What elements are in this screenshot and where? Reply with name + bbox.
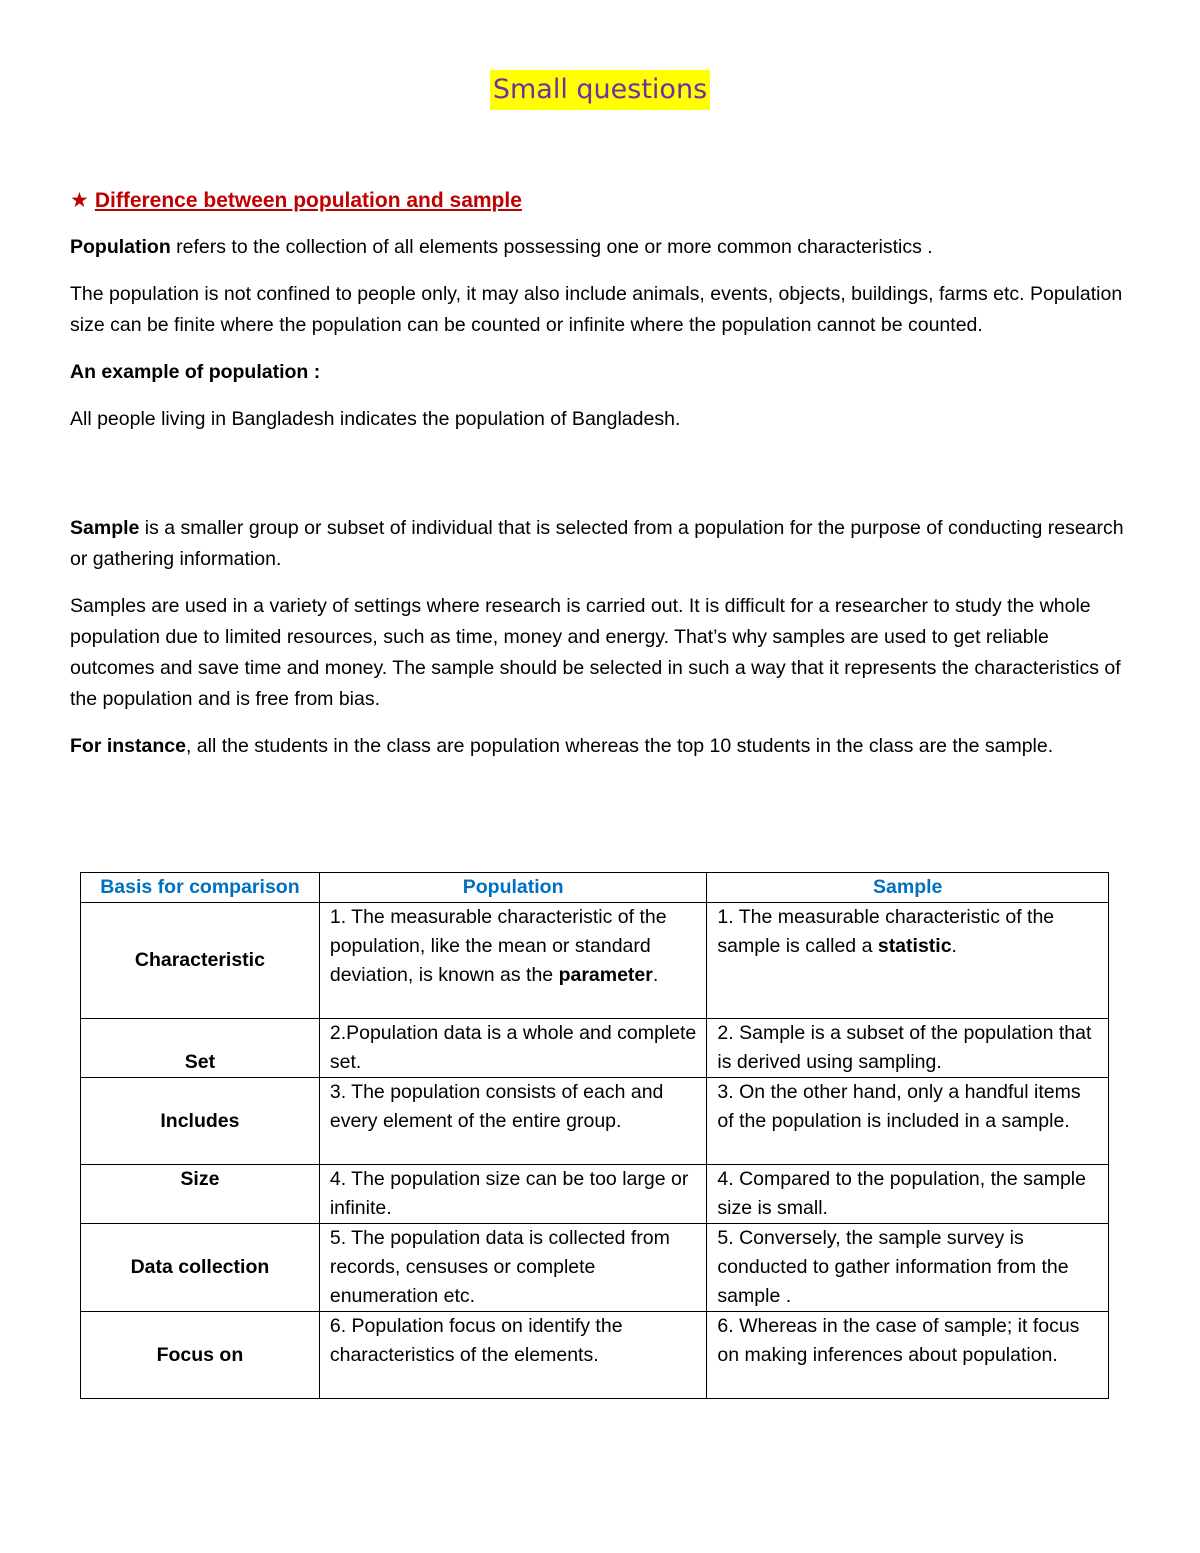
sample-cell: 5. Conversely, the sample survey is conducted to gather information from the sample .	[707, 1224, 1109, 1312]
sample-cell: 2. Sample is a subset of the population that is derived using sampling.	[707, 1019, 1109, 1078]
population-cell: 5. The population data is collected from records, censuses or complete enumeration etc.	[319, 1224, 707, 1312]
spacer	[70, 451, 1135, 513]
sample-definition-text: is a smaller group or subset of individual that is selected from a population for the purpose of conducting research or gathering information.	[70, 517, 1124, 570]
header-basis: Basis for comparison	[81, 873, 320, 903]
sample-cell-text: 1. The measurable characteristic of the sample is called a	[717, 906, 1055, 957]
population-cell-end: .	[652, 964, 659, 986]
population-example-text: All people living in Bangladesh indicates the population of Bangladesh.	[70, 408, 681, 430]
population-cell	[319, 903, 707, 1019]
basis-cell: Size	[81, 1165, 320, 1224]
population-example-label-text: An example of population :	[70, 361, 321, 383]
population-definition	[70, 232, 1135, 263]
population-cell: 2.Population data is a whole and complete set.	[319, 1019, 707, 1078]
main-content	[70, 184, 1135, 778]
sample-definition	[70, 513, 1135, 575]
sample-detail: Samples are used in a variety of settings where research is carried out. It is difficult for a researcher to study the whole population due to limited resources, such as time, money and energy. That’s why samples are used to get reliable outcomes and save time and money. The sample should be selected in such a way that it represents the characteristics of the population and is free from bias.	[70, 595, 1121, 710]
header-population: Population	[319, 873, 707, 903]
basis-cell: Includes	[81, 1078, 320, 1165]
table-row	[81, 1078, 1109, 1165]
population-cell: 6. Population focus on identify the characteristics of the elements.	[319, 1312, 707, 1399]
page-title: Small questions	[490, 70, 710, 110]
parameter-term: parameter	[558, 964, 653, 986]
sample-instance	[70, 731, 1135, 762]
star-icon: ★	[70, 189, 89, 212]
population-definition-text: refers to the collection of all elements possessing one or more common characteristics .	[170, 236, 933, 258]
sample-cell-end: .	[951, 935, 957, 957]
header-sample: Sample	[707, 873, 1109, 903]
sample-cell	[707, 903, 1109, 1019]
sample-term: Sample	[70, 517, 140, 539]
basis-cell: Focus on	[81, 1312, 320, 1399]
sample-instance-text: , all the students in the class are population whereas the top 10 students in the class are the sample.	[185, 735, 1054, 757]
population-cell: 4. The population size can be too large or infinite.	[319, 1165, 707, 1224]
basis-cell: Data collection	[81, 1224, 320, 1312]
sample-cell: 4. Compared to the population, the sample size is small.	[707, 1165, 1109, 1224]
statistic-term: statistic	[877, 935, 952, 957]
basis-cell: Characteristic	[81, 903, 320, 1019]
table-row	[81, 1019, 1109, 1078]
population-term: Population	[70, 236, 171, 258]
sample-cell: 3. On the other hand, only a handful items of the population is included in a sample.	[707, 1078, 1109, 1165]
title-wrap	[0, 70, 1200, 110]
population-cell: 3. The population consists of each and every element of the entire group.	[319, 1078, 707, 1165]
section-heading	[70, 184, 1135, 218]
sample-instance-label: For instance	[70, 735, 186, 757]
population-cell-text: 1. The measurable characteristic of the population, like the mean or standard deviation, is known as the	[329, 906, 667, 986]
table-row	[81, 1312, 1109, 1399]
population-detail: The population is not confined to people only, it may also include animals, events, objects, buildings, farms etc. Population size can be finite where the population can be counted or infinite where the population cannot be counted.	[70, 283, 1123, 336]
basis-cell: Set	[81, 1019, 320, 1078]
table-header-row	[81, 873, 1109, 903]
table-row	[81, 1224, 1109, 1312]
sample-cell: 6. Whereas in the case of sample; it focus on making inferences about population.	[707, 1312, 1109, 1399]
comparison-table	[80, 872, 1109, 1399]
table-row	[81, 903, 1109, 1019]
section-heading-text: Difference between population and sample	[94, 189, 522, 212]
table-row	[81, 1165, 1109, 1224]
population-example-label	[70, 357, 1135, 388]
